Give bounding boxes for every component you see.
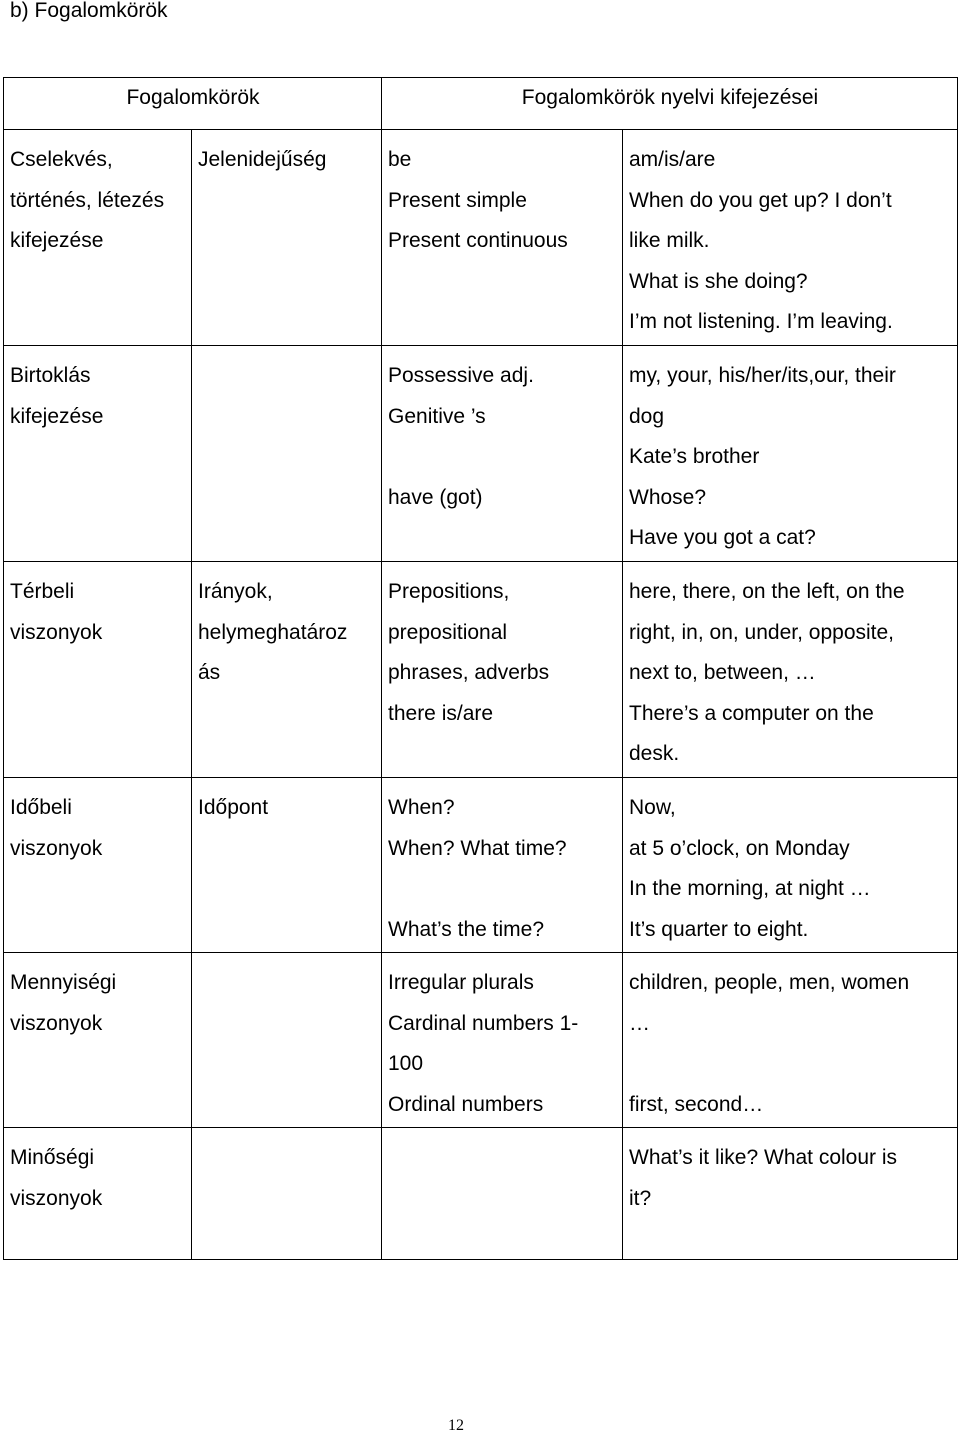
grammar-text: be Present simple Present continuous	[388, 148, 568, 253]
table-row	[4, 130, 958, 346]
page-number: 12	[448, 1417, 464, 1434]
grammar-cell	[382, 346, 623, 562]
examples-text: children, people, men, women … first, second…	[629, 971, 910, 1116]
grammar-text: Prepositions, prepositional phrases, adverbs there is/are	[388, 580, 550, 725]
category-cell	[4, 130, 192, 346]
subcategory-text: Jelenidejűség	[198, 148, 327, 171]
grammar-cell	[382, 1128, 623, 1260]
header-expressions-label: Fogalomkörök nyelvi kifejezései	[521, 86, 819, 109]
examples-cell	[623, 953, 958, 1128]
examples-cell	[623, 1128, 958, 1260]
concepts-table	[3, 77, 958, 1260]
table-row	[4, 346, 958, 562]
category-text: Térbeli viszonyok	[10, 580, 103, 644]
header-cell-concepts	[4, 78, 382, 130]
examples-text: am/is/are When do you get up? I don’t like milk. What is she doing? I’m not listening. I’m leaving.	[629, 148, 893, 334]
category-text: Időbeli viszonyok	[10, 796, 103, 860]
category-text: Mennyiségi viszonyok	[10, 971, 117, 1035]
table-row	[4, 778, 958, 953]
category-text: Minőségi viszonyok	[10, 1146, 103, 1210]
examples-text: here, there, on the left, on the right, in, on, under, opposite, next to, between, … There’s a computer on the desk.	[629, 580, 905, 766]
category-text: Cselekvés, történés, létezés kifejezése	[10, 148, 165, 253]
category-text: Birtoklás kifejezése	[10, 364, 104, 428]
category-cell	[4, 1128, 192, 1260]
examples-cell	[623, 346, 958, 562]
grammar-cell	[382, 130, 623, 346]
grammar-text	[382, 1128, 622, 1138]
table-row	[4, 562, 958, 778]
examples-cell	[623, 778, 958, 953]
grammar-cell	[382, 562, 623, 778]
subcategory-cell	[192, 1128, 382, 1260]
subcategory-text	[192, 346, 381, 356]
grammar-text: Possessive adj. Genitive ’s have (got)	[388, 364, 534, 509]
category-cell	[4, 346, 192, 562]
section-heading: b) Fogalomkörök	[10, 0, 168, 22]
grammar-text: When? When? What time? What’s the time?	[388, 796, 567, 941]
examples-cell	[623, 562, 958, 778]
subcategory-cell	[192, 953, 382, 1128]
category-cell	[4, 562, 192, 778]
subcategory-cell	[192, 778, 382, 953]
table-row	[4, 1128, 958, 1260]
subcategory-text	[192, 1128, 381, 1138]
grammar-text: Irregular plurals Cardinal numbers 1- 100 Ordinal numbers	[388, 971, 579, 1116]
subcategory-cell	[192, 346, 382, 562]
header-cell-expressions	[382, 78, 958, 130]
examples-cell	[623, 130, 958, 346]
header-concepts-label: Fogalomkörök	[126, 86, 260, 109]
category-cell	[4, 953, 192, 1128]
subcategory-text: Irányok, helymeghatároz ás	[198, 580, 348, 685]
grammar-cell	[382, 778, 623, 953]
subcategory-text	[192, 953, 381, 963]
category-cell	[4, 778, 192, 953]
table-row	[4, 953, 958, 1128]
examples-text: Now, at 5 o’clock, on Monday In the morning, at night … It’s quarter to eight.	[629, 796, 871, 941]
examples-text: my, your, his/her/its,our, their dog Kate’s brother Whose? Have you got a cat?	[629, 364, 896, 550]
subcategory-cell	[192, 562, 382, 778]
examples-text: What’s it like? What colour is it?	[629, 1146, 898, 1210]
grammar-cell	[382, 953, 623, 1128]
table-header-row	[4, 78, 958, 130]
subcategory-cell	[192, 130, 382, 346]
subcategory-text: Időpont	[198, 796, 269, 819]
